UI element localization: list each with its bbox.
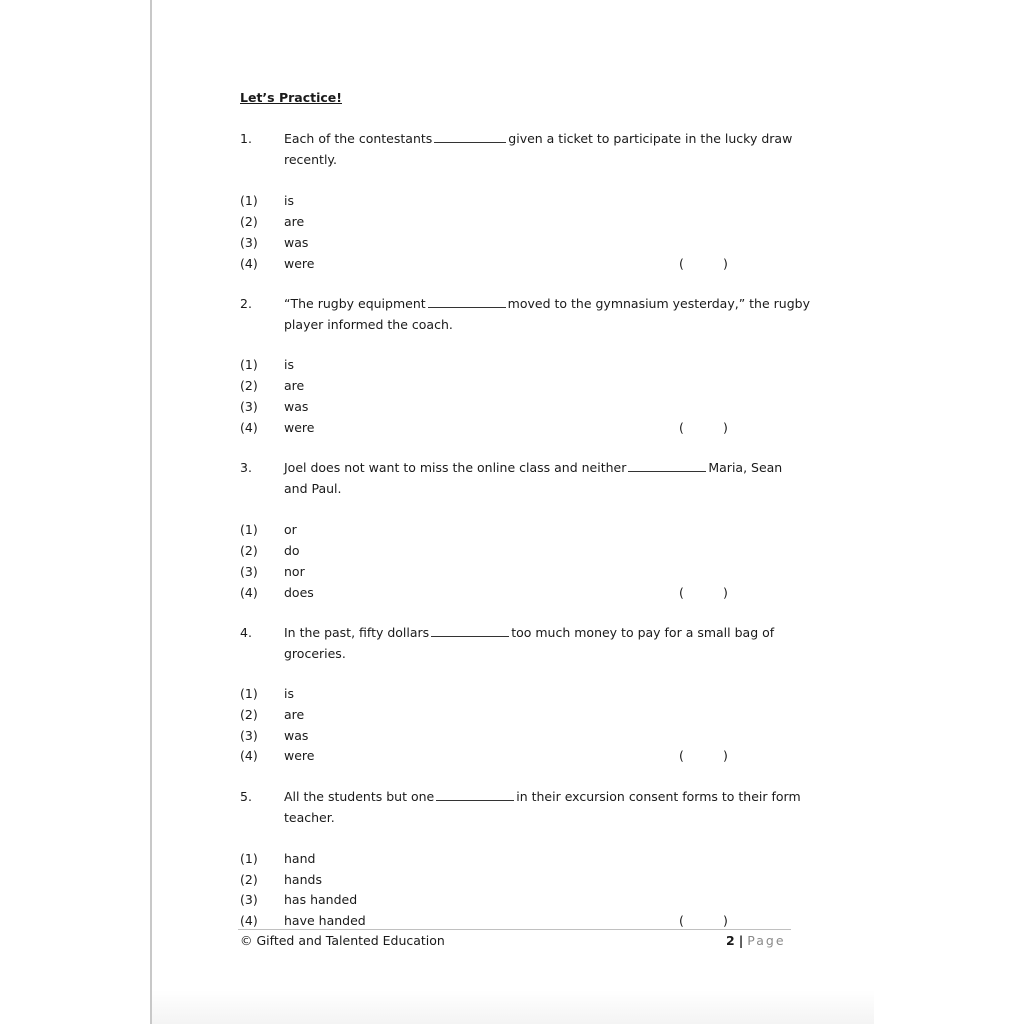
footer-divider <box>238 929 791 930</box>
question-5-blank <box>436 789 514 801</box>
question-2-option-4-number: (4) <box>240 420 258 435</box>
question-2-blank <box>428 296 506 308</box>
question-5-number: 5. <box>240 789 252 804</box>
question-3-option-1-number: (1) <box>240 522 258 537</box>
question-1-option-3-number: (3) <box>240 235 258 250</box>
question-5-answer-bracket-close: ) <box>723 913 728 928</box>
question-3-answer-bracket-open: ( <box>679 585 684 600</box>
footer-copyright: © Gifted and Talented Education <box>240 933 445 948</box>
question-3-text-after-blank: Maria, Sean <box>708 460 783 475</box>
question-2-answer-bracket-open: ( <box>679 420 684 435</box>
question-1-option-4-text: were <box>284 256 315 271</box>
question-5-option-4-text: have handed <box>284 913 366 928</box>
question-4-option-2-text: are <box>284 707 305 722</box>
question-1-option-3-text: was <box>284 235 309 250</box>
question-3-option-3-number: (3) <box>240 564 258 579</box>
page-separator: | <box>738 933 744 948</box>
question-1-option-2-text: are <box>284 214 305 229</box>
page-number: 2 <box>726 933 735 948</box>
question-5-option-4-number: (4) <box>240 913 258 928</box>
footer-page-number <box>726 933 786 948</box>
question-2-text-before-blank: “The rugby equipment <box>284 296 426 311</box>
question-2-line-1 <box>284 296 810 311</box>
question-1-option-4-number: (4) <box>240 256 258 271</box>
question-2-option-2-text: are <box>284 378 305 393</box>
question-3-option-4-number: (4) <box>240 585 258 600</box>
question-3-option-2-number: (2) <box>240 543 258 558</box>
question-1-answer-bracket-open: ( <box>679 256 684 271</box>
question-4-number: 4. <box>240 625 252 640</box>
question-2-option-1-text: is <box>284 357 294 372</box>
question-4-blank <box>431 625 509 637</box>
question-3-number: 3. <box>240 460 252 475</box>
question-2-line-2: player informed the coach. <box>284 317 453 332</box>
page-label: Page <box>747 933 786 948</box>
section-heading: Let’s Practice! <box>240 90 342 105</box>
question-5-option-3-number: (3) <box>240 892 258 907</box>
question-4-option-4-number: (4) <box>240 748 258 763</box>
question-3-option-4-text: does <box>284 585 314 600</box>
question-5-answer-bracket-open: ( <box>679 913 684 928</box>
question-1-answer-bracket-close: ) <box>723 256 728 271</box>
question-4-text-after-blank: too much money to pay for a small bag of <box>511 625 775 640</box>
question-4-line-2: groceries. <box>284 646 346 661</box>
question-1-option-1-text: is <box>284 193 294 208</box>
question-3-option-2-text: do <box>284 543 300 558</box>
question-2-number: 2. <box>240 296 252 311</box>
question-5-text-before-blank: All the students but one <box>284 789 435 804</box>
question-2-option-4-text: were <box>284 420 315 435</box>
question-1-option-1-number: (1) <box>240 193 258 208</box>
question-2-option-3-number: (3) <box>240 399 258 414</box>
question-4-option-3-number: (3) <box>240 728 258 743</box>
question-3-option-3-text: nor <box>284 564 305 579</box>
question-1-line-2: recently. <box>284 152 338 167</box>
question-5-option-1-number: (1) <box>240 851 258 866</box>
question-2-option-1-number: (1) <box>240 357 258 372</box>
question-1-text-after-blank: given a ticket to participate in the lucky draw <box>508 131 793 146</box>
question-1-blank <box>434 131 506 143</box>
question-3-answer-bracket-close: ) <box>723 585 728 600</box>
question-1-option-2-number: (2) <box>240 214 258 229</box>
window-left-margin <box>0 0 152 1024</box>
window-right-margin <box>874 0 1024 1024</box>
question-3-line-2: and Paul. <box>284 481 342 496</box>
question-2-option-2-number: (2) <box>240 378 258 393</box>
question-4-option-1-text: is <box>284 686 294 701</box>
question-5-option-1-text: hand <box>284 851 316 866</box>
question-4-line-1 <box>284 625 774 640</box>
question-1-line-1 <box>284 131 792 146</box>
question-4-answer-bracket-open: ( <box>679 748 684 763</box>
question-4-option-3-text: was <box>284 728 309 743</box>
document-page <box>152 0 874 1024</box>
question-3-option-1-text: or <box>284 522 297 537</box>
question-5-option-3-text: has handed <box>284 892 358 907</box>
question-2-option-3-text: was <box>284 399 309 414</box>
question-5-line-2: teacher. <box>284 810 335 825</box>
question-5-text-after-blank: in their excursion consent forms to their form <box>516 789 801 804</box>
page-bottom-edge <box>152 990 874 1024</box>
question-2-text-after-blank: moved to the gymnasium yesterday,” the rugby <box>507 296 810 311</box>
question-5-line-1 <box>284 789 801 804</box>
question-4-option-2-number: (2) <box>240 707 258 722</box>
question-4-answer-bracket-close: ) <box>723 748 728 763</box>
question-4-text-before-blank: In the past, fifty dollars <box>284 625 430 640</box>
question-4-option-1-number: (1) <box>240 686 258 701</box>
question-5-option-2-number: (2) <box>240 872 258 887</box>
question-3-text-before-blank: Joel does not want to miss the online class and neither <box>284 460 627 475</box>
question-5-option-2-text: hands <box>284 872 322 887</box>
question-1-text-before-blank: Each of the contestants <box>284 131 433 146</box>
question-1-number: 1. <box>240 131 252 146</box>
question-4-option-4-text: were <box>284 748 315 763</box>
question-3-line-1 <box>284 460 782 475</box>
question-3-blank <box>628 460 706 472</box>
question-2-answer-bracket-close: ) <box>723 420 728 435</box>
